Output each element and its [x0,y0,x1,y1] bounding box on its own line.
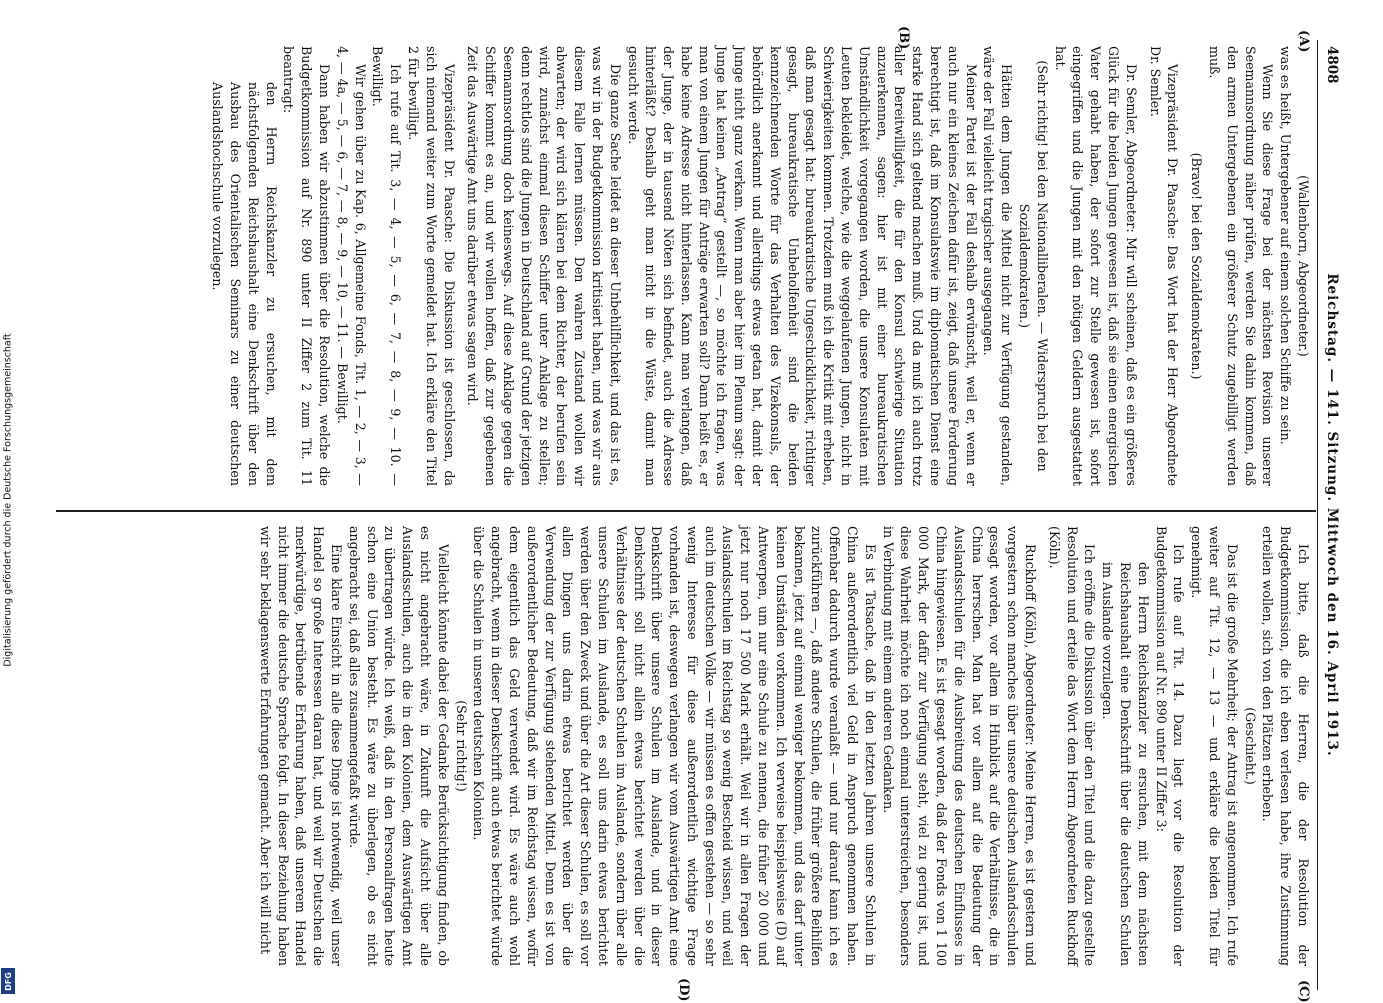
paragraph: Es ist Tatsache, daß in den letzten Jahren unsere Schulen in China außerordentlich viel Geld in Anspruch genommen haben. Offenbar dadurch wurde veranlaßt — und nur darauf kann ich es zurückführen —, daß andere Schulen, die früher größere Beihilfen bekamen, jetzt auf einmal weniger bekommen, und das darf unter keinen Umständen vorkommen. Ich verweise beispielsweise (D) auf Antwerpen, um nur eine Schule zu nennen, die früher 20 000 und jetzt nur noch 17 500 Mark erhält. Weil wir in allen Fragen der Auslandsschulen im Reichstag so wenig Bescheid wissen, und weil auch im deutschen Volke — wir müssen es offen gestehen — so sehr wenig Interesse für diese außerordentlich wichtige Frage vorhanden ist, deswegen verlangen wir vom Auswärtigen Amt eine Denkschrift über unsere Schulen im Auslande, und in dieser Denkschrift soll nicht allein etwas berichtet werden über die Verhältnisse der deutschen Schulen im Auslande, sondern über alle unsere Schulen im Auslande, es soll uns darin etwas berichtet werden über den Zweck und über die Art dieser Schulen, es soll vor allen Dingen uns darin etwas berichtet werden über die Verwendung der zur Verfügung stehenden Mittel. Denn es ist von außerordentlicher Bedeutung, daß wir im Reichstag wissen, wofür dem eigentlich das Geld verwendet wird. Es wäre auch wohl angebracht, wenn in dieser Denkschrift auch etwas berichtet würde über die Schulen in unseren deutschen Kolonien. [471,526,878,966]
page-header [1320,40,1342,990]
resolution-text: den Herrn Reichskanzler zu ersuchen, mit dem nächsten Reichshaushalt eine Denkschrift über die deutschen Schulen im Auslande vorzulegen. [1100,562,1151,966]
interjection: (Sehr richtig! bei den Nationalliberalen. — Widerspruch bei den Sozialdemokraten.) [1017,60,1050,472]
column-divider [56,510,1316,512]
interjection: (Geschieht.) [1242,707,1258,785]
margin-marker-c: (C) [1296,980,1311,1003]
paragraph: Ich eröffne die Diskussion über den Titel und die dazu gestellte Resolution und erteile das Wort dem Herrn Abgeordneten Ruckhoff (Köln). [1046,526,1098,966]
margin-marker-d: (D) [676,978,691,1002]
scanned-page-area [22,26,1362,1003]
header-rule [1317,40,1318,990]
resolution-text: den Herrn Reichskanzler zu ersuchen, mit dem nächstfolgenden Reichshaushalt eine Denkschrift über den Ausbau des Orientalischen Seminars zu einer deutschen Auslandshochschule vorzulegen. [210,82,279,486]
paragraph: Eine klare Einsicht in alle diese Dinge ist notwendig, weil unser Handel so große Interessen daran hat, und weil wir Deutschen die merkwürdige, betrübende Erfahrung haben, daß unserem Handel nicht immer die deutsche Sprache folgt. In dieser Beziehung haben wir sehr beklagenswerte Erfahrungen gemacht. Aber ich will nicht [257,526,344,966]
paragraph: Vielleicht könnte dabei der Gedanke Berücksichtigung finden, ob es nicht angebracht wäre, in Zukunft die Aufsicht über alle Auslandsschulen, auch die in den Kolonien, dem Auswärtigen Amt zu übertragen würde. Ich weiß, daß in den Personalfragen heute schon eine Union besteht. Es wäre zu überlegen, ob es nicht angebracht sei, daß alles zusammengefaßt würde. [346,526,451,966]
document-page [42,26,1342,1003]
speaker-continuation: (Wallenborn, Abgeordneter.) [1296,175,1311,357]
paragraph: Dr. Semler, Abgeordneter: Mir will scheinen, daß es ein größeres Glück für die beiden Jungen gewesen ist, daß sie einen energischen Vater gehabt haben, der sofort zur Stelle gewesen ist, sofort eingegriffen und die Jungen mit den nötigen Geldern ausgestattet hat. [1052,46,1139,486]
paragraph: Wenn Sie diese Frage bei der nächsten Revision unserer Seemannsordnung näher prüfen, werden Sie dahin kommen, daß den armen Untergebenen ein größerer Schutz zugebilligt werden muß. [1207,46,1276,486]
running-title: Reichstag. — 141. Sitzung. Mittwoch den 16. April 1913. [1324,273,1340,757]
left-column [208,26,1312,486]
interjection: (Bravo! bei den Sozialdemokraten.) [1189,152,1205,380]
page-number: 4808 [1324,46,1340,84]
margin-marker-a: (A) [1296,30,1311,53]
paragraph: Ich rufe auf Tit. 3, — 4, — 5, — 6, — 7, — 8, — 9, — 10. — Bewilligt. [370,46,404,486]
paragraph: Meiner Partei ist der Fall deshalb erwünscht, weil er, wenn er auch nur ein kleines Zeichen dafür ist, zeigt, daß unsere Forderung berechtigt ist, daß im Konsulatswie im diplomatischen Dienst eine starke Hand sich geltend machen muß. Und da muß ich auch trotz aller Bereitwilligkeit, die für den Konsul schwierige Situation anzuerkennen, sagen: hier ist mit einer bureaukratischen Umständlichkeit vorgegangen worden, die unsere Konsulaten mit Leuten bekleidet, welche, wie die weggelaufenen Jungen, nicht in Schwierigkeiten kommen. Trotzdem muß ich die Kritik mit erheben, daß man gesagt hat: bureaukratische Ungeschicklichkeit, richtiger gesagt, bureaukratische Unbeholfenheit sind die beiden kennzeichnenden Worte für das Verhalten des Vizekonsuls, der behördlich anerkannt und allerdings etwas getan hat, damit der Junge nicht ganz verkam. Wenn man aber hier im Plenum sagt: der Junge hat keinen „Antrag“ gestellt —, so möchte ich fragen, was man von einem Jungen für Anträge erwarten soll? Dann heißt es, er habe keine Adresse nicht hinterlassen. Kann man verlangen, daß der Junge, der in tausend Nöten sich befindet, auch die Adresse hinterläßt? Deshalb geht man nicht in die Wüste, damit man gesucht werde. [625,46,979,486]
paragraph: Ruckhoff (Köln), Abgeordneter: Meine Herren, es ist gestern und vorgestern schon manches über unsere deutschen Auslandsschulen gesagt worden, vor allem in Hinblick auf die Verhältnisse, die in China herrschen. Man hat vor allem auf die Bedeutung der Auslandsschulen für die Ausbreitung des deutschen Einflusses in China hingewiesen. Es ist gesagt worden, daß der Fonds von 1 100 000 Mark, der dafür zur Verfügung steht, viel zu gering ist, und diese Wahrheit möchte ich noch einmal unterstreichen, besonders in Verbindung mit einem anderen Gedanken. [880,526,1039,966]
paragraph: Die ganze Sache leidet an dieser Unbehilflichkeit, und das ist es, was wir in der Budgetkommission kritisiert haben, und was wir aus diesem Falle lernen müssen. Den wahren Zustand wollen wir abwarten; der wird sich klären bei dem Richter, der berufen sein wird, zunächst einmal diesen Schiffer unter Anklage zu stellen; denn rechtlos sind die Jungen in Deutschland auf Grund der jetzigen Seemannsordnung doch keineswegs. Auf diese Anklage gegen die Schiffer kommt es an, und wir wollen hoffen, daß zur gegebenen Zeit das Auswärtige Amt uns darüber etwas sagen wird. [465,46,623,486]
paragraph: Wir gehen über zu Kap. 6, Allgemeine Fonds, Tit. 1, — 2, — 3, — 4, — 4a, — 5, — 6, — 7, — 8, — 9, — 10, — 11. — Bewilligt. [334,46,368,486]
paragraph: was es heißt, Untergebener auf einem solchen Schiffe zu sein. [1278,46,1294,445]
sidebar [0,0,16,1000]
paragraph: Ich bitte, daß die Herren, die der Resolution der Budgetkommission, die ich eben verlesen habe, ihre Zustimmung erteilen wollen, sich von den Plätzen erheben. [1260,526,1311,966]
paragraph: Dann haben wir abzustimmen über die Resolution, welche die Budgetkommission auf Nr. 890 unter II Ziffer 2 zum Tit. 11 beantragt: [281,46,332,486]
dfg-logo-icon: DFG [1,968,15,994]
paragraph: Ich rufe auf Tit. 14. Dazu liegt vor die Resolution der Budgetkommission auf Nr. 890 unter II Ziffer 3: [1153,526,1187,966]
paragraph: Hätten dem Jungen die Mittel nicht zur Verfügung gestanden, wäre der Fall vielleicht tragischer ausgegangen. [981,46,1015,486]
paragraph: Das ist die große Mehrheit; der Antrag ist angenommen. Ich rufe weiter auf Tit. 12, — 13 — und erkläre die beiden Titel für genehmigt. [1189,526,1240,966]
digitization-credit: Digitalisierung gefördert durch die Deutsche Forschungsgemeinschaft [2,333,14,667]
interjection: (Sehr richtig!) [453,700,469,792]
paragraph: Vizepräsident Dr. Paasche: Die Diskussion ist geschlossen, da sich niemand weiter zum Worte gemeldet hat. Ich erkläre den Titel 2 für bewilligt. [405,46,457,486]
margin-marker-b: (B) [896,26,911,50]
right-column [256,526,1312,1003]
paragraph: Vizepräsident Dr. Paasche: Das Wort hat der Herr Abgeordnete Dr. Semler. [1147,46,1181,486]
